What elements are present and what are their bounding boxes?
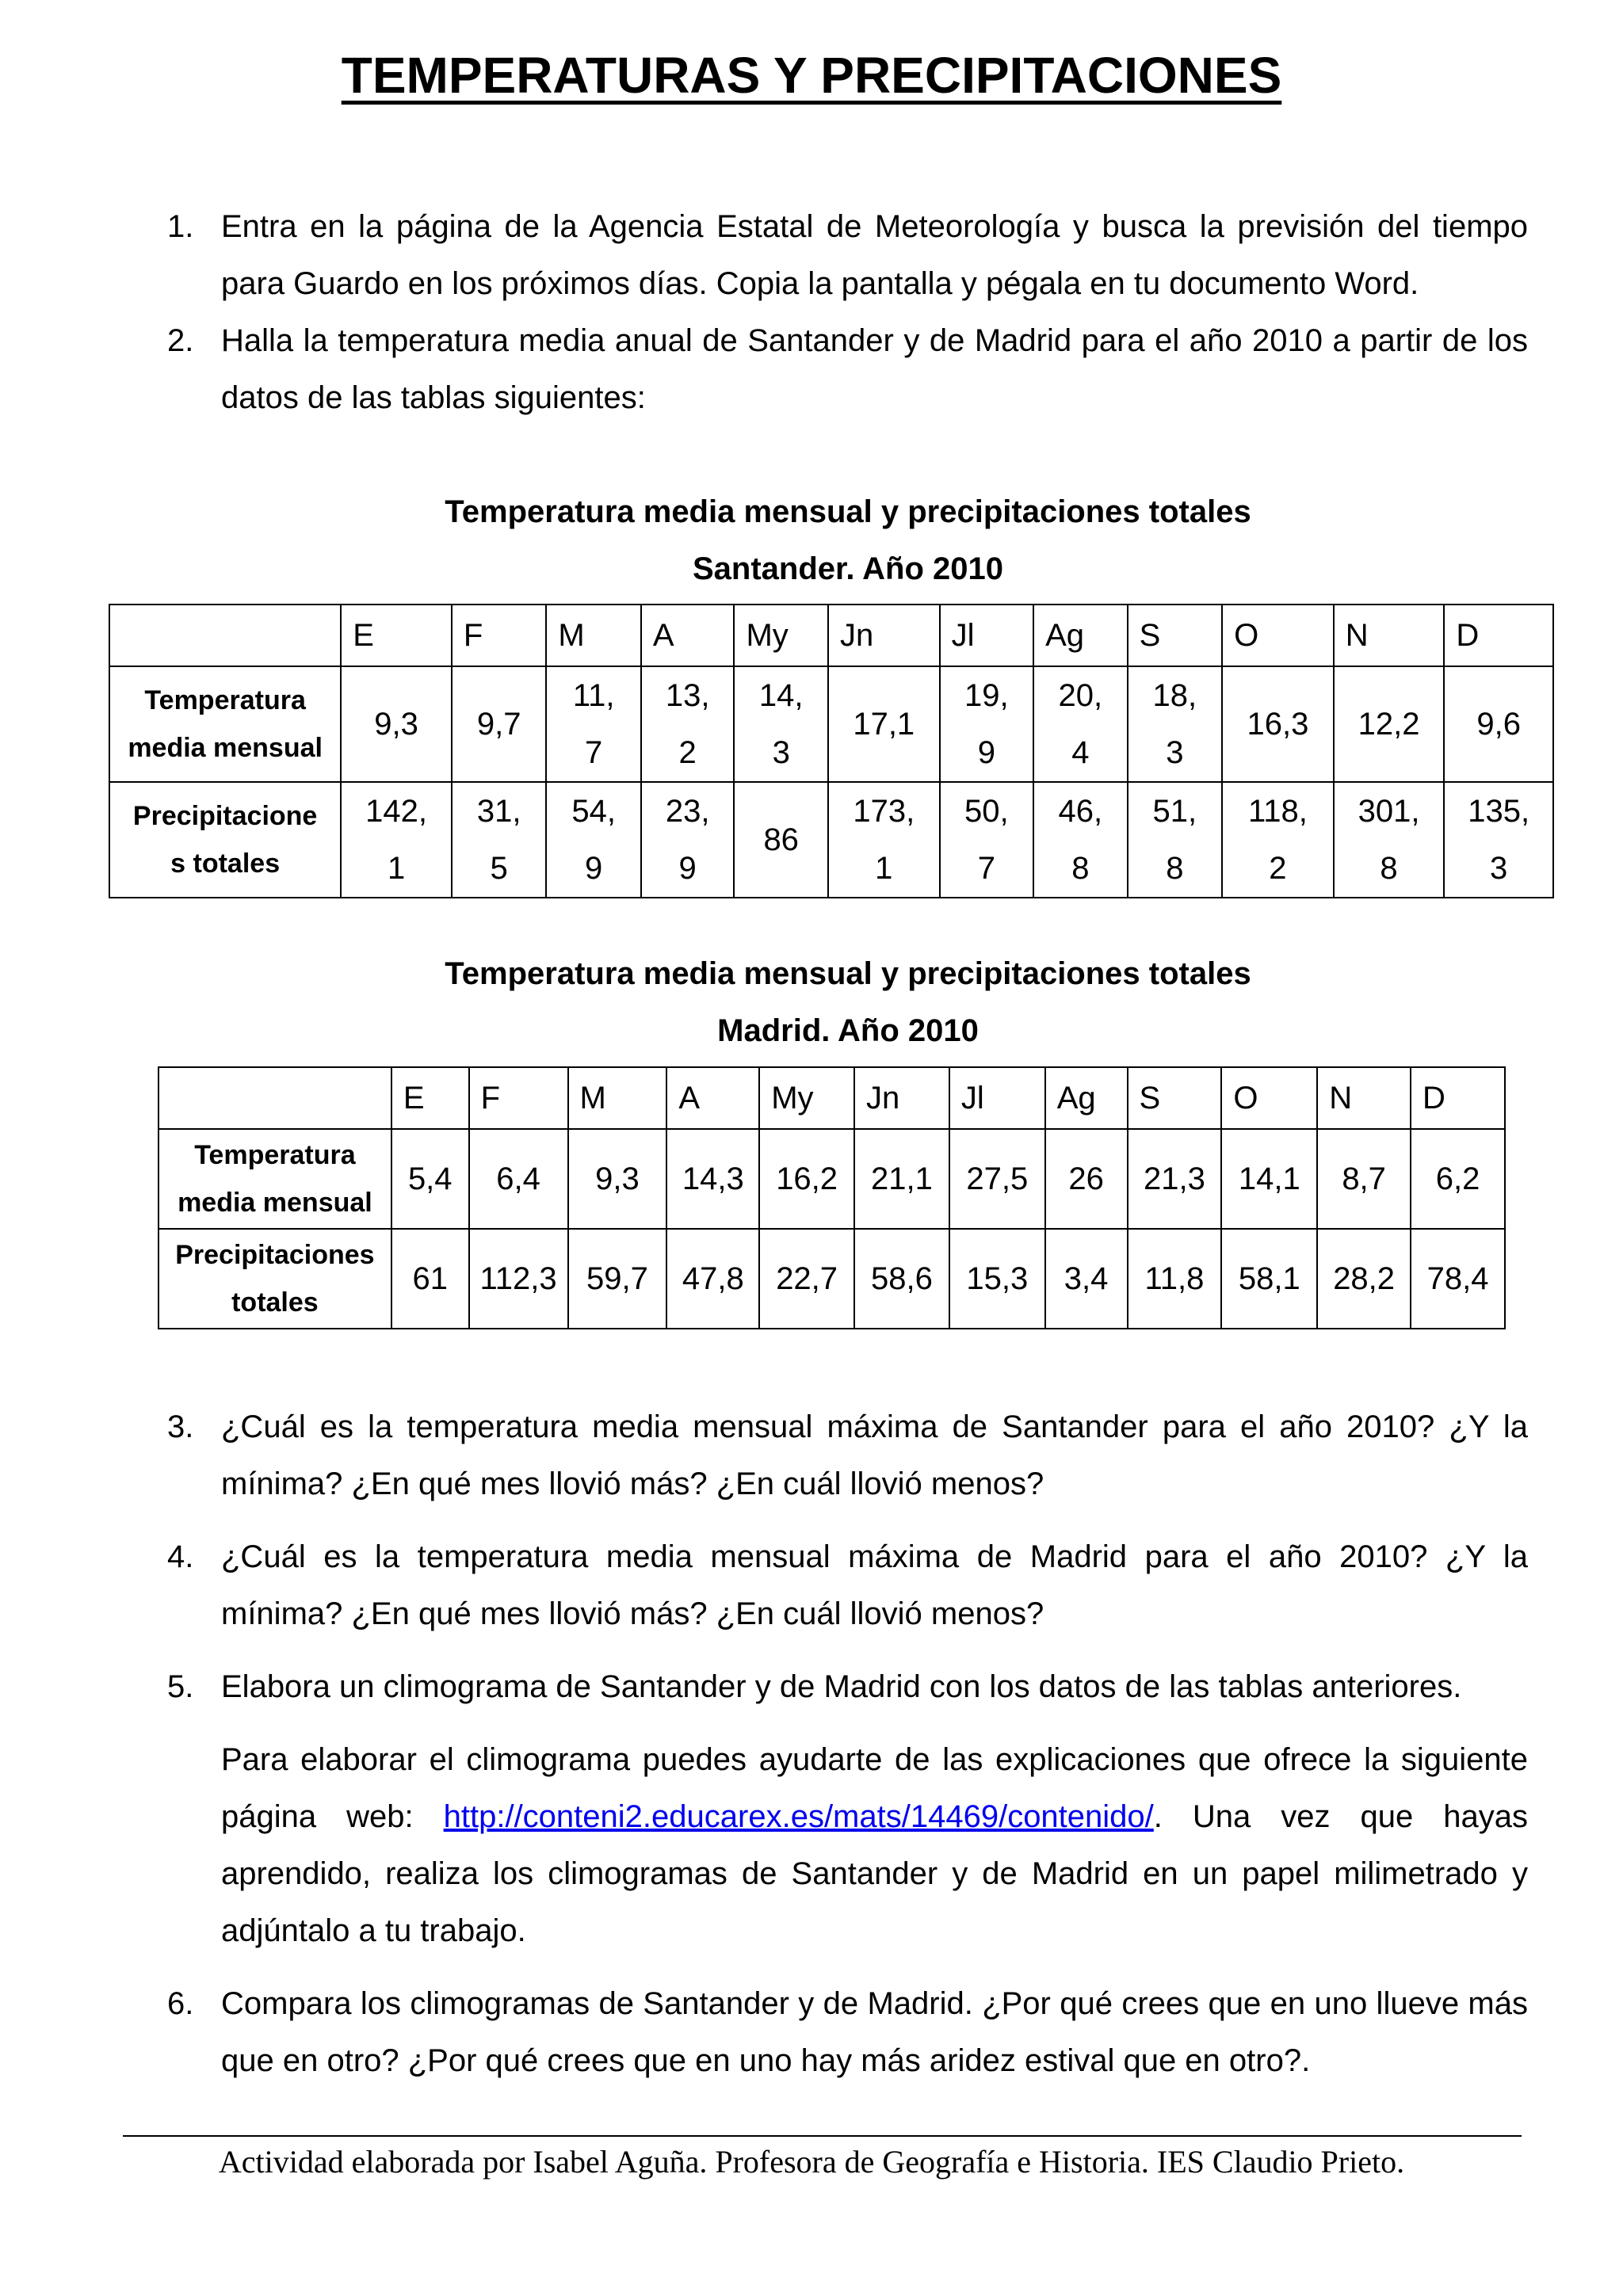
value-cell-line: 61 xyxy=(412,1261,448,1296)
madrid-table-caption: Temperatura media mensual y precipitaciones totales xyxy=(445,956,1251,991)
value-cell xyxy=(1317,1129,1411,1229)
row-header xyxy=(158,1229,391,1329)
question-list-top xyxy=(167,198,1528,426)
question-text: ¿Cuál es la temperatura media mensual máxima de Madrid para el año 2010? ¿Y la mínima? ¿En qué mes llovió más? ¿En cuál llovió menos? xyxy=(221,1539,1528,1631)
value-cell xyxy=(1334,782,1445,898)
value-cell xyxy=(940,666,1034,782)
month-header: My xyxy=(734,605,828,666)
row-header xyxy=(158,1129,391,1229)
value-cell xyxy=(1411,1129,1505,1229)
value-cell xyxy=(1334,666,1445,782)
value-cell-line: 142, xyxy=(365,794,428,829)
value-cell-line: 8 xyxy=(1166,851,1184,886)
value-cell-line: 21,3 xyxy=(1144,1161,1205,1196)
value-cell-line: 301, xyxy=(1358,794,1420,829)
row-header-line: media mensual xyxy=(128,733,323,763)
value-cell-line: 4 xyxy=(1071,735,1090,770)
value-cell-line: 54, xyxy=(571,794,616,829)
value-cell-line: 118, xyxy=(1247,794,1308,829)
value-cell-line: 59,7 xyxy=(586,1261,648,1296)
value-cell-line: 5,4 xyxy=(407,1161,453,1196)
value-cell xyxy=(1222,666,1334,782)
row-header-line: Precipitaciones xyxy=(175,1240,375,1270)
value-cell xyxy=(641,782,735,898)
value-cell xyxy=(1045,1129,1128,1229)
month-header: N xyxy=(1334,605,1445,666)
value-cell-line: 14,1 xyxy=(1238,1161,1300,1196)
value-cell-line: 9,3 xyxy=(374,707,418,742)
santander-table-subcaption: Santander. Año 2010 xyxy=(693,551,1003,586)
month-header: My xyxy=(759,1067,854,1129)
row-header-line: Temperatura xyxy=(144,685,306,715)
question-5-paragraph-end: . Una vez que hayas aprendido, realiza los climogramas de Santander y de Madrid en un papel milimetrado y adjúntalo a tu trabajo. xyxy=(221,1799,1529,1948)
question-6 xyxy=(167,1975,1528,2089)
value-cell-line: 173, xyxy=(853,794,915,829)
month-header: F xyxy=(469,1067,568,1129)
question-list-bottom xyxy=(167,1398,1528,2089)
value-cell-line: 135, xyxy=(1468,794,1530,829)
question-1 xyxy=(167,198,1528,312)
row-header-line: totales xyxy=(231,1287,319,1318)
value-cell-line: 112,3 xyxy=(479,1261,557,1296)
value-cell xyxy=(1128,666,1223,782)
month-header-row xyxy=(109,605,1553,666)
month-header: Jl xyxy=(949,1067,1045,1129)
month-header: O xyxy=(1221,1067,1317,1129)
row-header xyxy=(109,666,341,782)
value-cell-line: 47,8 xyxy=(682,1261,744,1296)
value-cell-line: 58,1 xyxy=(1238,1261,1300,1296)
value-cell-line: 9,3 xyxy=(595,1161,640,1196)
value-cell xyxy=(854,1129,949,1229)
value-cell-line: 14, xyxy=(758,678,804,713)
value-cell-line: 1 xyxy=(875,851,893,886)
value-cell-line: 7 xyxy=(585,735,603,770)
value-cell-line: 9 xyxy=(977,735,995,770)
value-cell xyxy=(452,782,547,898)
santander-table-caption: Temperatura media mensual y precipitaciones totales xyxy=(445,494,1251,529)
value-cell-line: 2 xyxy=(1269,851,1287,886)
value-cell xyxy=(1128,782,1223,898)
value-cell-line: 28,2 xyxy=(1333,1261,1396,1296)
value-cell-line: 21,1 xyxy=(871,1161,933,1196)
value-cell xyxy=(391,1229,469,1329)
precipitation-row xyxy=(109,782,1553,898)
value-cell-line: 3 xyxy=(1490,851,1508,886)
value-cell xyxy=(828,782,940,898)
value-cell-line: 26 xyxy=(1068,1161,1104,1196)
month-header: S xyxy=(1128,1067,1222,1129)
month-header: A xyxy=(666,1067,759,1129)
value-cell-line: 51, xyxy=(1152,794,1197,829)
value-cell-line: 22,7 xyxy=(776,1261,838,1296)
row-header-line: Precipitacione xyxy=(132,801,318,831)
value-cell-line: 3 xyxy=(1166,735,1184,770)
climograma-link[interactable]: http://conteni2.educarex.es/mats/14469/contenido/ xyxy=(443,1799,1154,1834)
question-text: Entra en la página de la Agencia Estatal de Meteorología y busca la previsión del tiempo para Guardo en los próximos días. Copia la pantalla y pégala en tu documento Word. xyxy=(221,209,1528,301)
value-cell-line: 3,4 xyxy=(1064,1261,1109,1296)
month-header: Ag xyxy=(1033,605,1128,666)
month-header: D xyxy=(1444,605,1553,666)
month-header-row xyxy=(158,1067,1505,1129)
month-header: Jl xyxy=(940,605,1034,666)
value-cell xyxy=(759,1129,854,1229)
value-cell-line: 6,4 xyxy=(496,1161,540,1196)
value-cell-line: 3 xyxy=(772,735,790,770)
precipitation-row xyxy=(158,1229,1505,1329)
corner-cell xyxy=(158,1067,391,1129)
value-cell-line: 23, xyxy=(665,794,710,829)
value-cell-line: 9 xyxy=(678,851,697,886)
madrid-table-subcaption: Madrid. Año 2010 xyxy=(717,1013,979,1048)
page-title: TEMPERATURAS Y PRECIPITACIONES xyxy=(341,47,1282,104)
value-cell xyxy=(828,666,940,782)
month-header: N xyxy=(1317,1067,1411,1129)
value-cell-line: 12,2 xyxy=(1358,707,1420,742)
row-header xyxy=(109,782,341,898)
question-text: Elabora un climograma de Santander y de Madrid con los datos de las tablas anteriores. xyxy=(221,1669,1462,1704)
value-cell xyxy=(469,1129,568,1229)
value-cell xyxy=(1128,1129,1222,1229)
value-cell-line: 2 xyxy=(678,735,697,770)
month-header: S xyxy=(1128,605,1223,666)
row-header-line: s totales xyxy=(170,849,281,879)
month-header: M xyxy=(568,1067,667,1129)
value-cell xyxy=(1045,1229,1128,1329)
question-number: 4. xyxy=(167,1539,194,1574)
corner-cell xyxy=(109,605,341,666)
month-header: D xyxy=(1411,1067,1505,1129)
value-cell xyxy=(1221,1129,1317,1229)
value-cell-line: 27,5 xyxy=(966,1161,1029,1196)
value-cell xyxy=(568,1129,667,1229)
value-cell-line: 17,1 xyxy=(853,707,915,742)
value-cell-line: 8 xyxy=(1071,851,1090,886)
value-cell-line: 5 xyxy=(490,851,508,886)
santander-climate-table xyxy=(109,604,1554,898)
value-cell xyxy=(734,666,828,782)
value-cell xyxy=(452,666,547,782)
value-cell xyxy=(666,1229,759,1329)
value-cell-line: 18, xyxy=(1152,678,1197,713)
value-cell-line: 20, xyxy=(1058,678,1103,713)
question-number: 2. xyxy=(167,323,194,358)
question-2 xyxy=(167,312,1528,426)
value-cell-line: 31, xyxy=(476,794,521,829)
month-header: O xyxy=(1222,605,1334,666)
value-cell xyxy=(949,1129,1045,1229)
question-text: Compara los climogramas de Santander y de Madrid. ¿Por qué crees que en uno llueve más que en otro? ¿Por qué crees que en uno hay más aridez estival que en otro?. xyxy=(221,1986,1528,2078)
value-cell-line: 58,6 xyxy=(871,1261,933,1296)
madrid-climate-table xyxy=(158,1066,1506,1329)
row-header-line: Temperatura xyxy=(194,1140,356,1170)
value-cell-line: 15,3 xyxy=(966,1261,1029,1296)
value-cell-line: 16,2 xyxy=(776,1161,838,1196)
value-cell xyxy=(1033,782,1128,898)
value-cell xyxy=(940,782,1034,898)
question-text: ¿Cuál es la temperatura media mensual máxima de Santander para el año 2010? ¿Y la mínima? ¿En qué mes llovió más? ¿En cuál llovió menos? xyxy=(221,1409,1528,1501)
value-cell xyxy=(546,666,641,782)
value-cell-line: 9 xyxy=(585,851,603,886)
question-4 xyxy=(167,1528,1528,1642)
question-3 xyxy=(167,1398,1528,1512)
month-header: A xyxy=(641,605,735,666)
month-header: Jn xyxy=(828,605,940,666)
value-cell-line: 9,7 xyxy=(476,707,521,742)
value-cell xyxy=(1317,1229,1411,1329)
value-cell xyxy=(1222,782,1334,898)
temperature-row xyxy=(109,666,1553,782)
value-cell-line: 13, xyxy=(665,678,710,713)
question-5 xyxy=(167,1658,1528,1715)
month-header: E xyxy=(341,605,452,666)
value-cell-line: 50, xyxy=(964,794,1009,829)
question-5-paragraph xyxy=(221,1731,1528,1959)
value-cell xyxy=(666,1129,759,1229)
month-header: F xyxy=(452,605,547,666)
value-cell xyxy=(1033,666,1128,782)
value-cell-line: 8,7 xyxy=(1342,1161,1386,1196)
question-number: 5. xyxy=(167,1669,194,1704)
value-cell xyxy=(341,666,452,782)
value-cell-line: 11,8 xyxy=(1144,1261,1205,1296)
value-cell-line: 9,6 xyxy=(1476,707,1521,742)
month-header: E xyxy=(391,1067,469,1129)
value-cell-line: 19, xyxy=(964,678,1009,713)
value-cell xyxy=(1221,1229,1317,1329)
value-cell xyxy=(854,1229,949,1329)
value-cell-line: 1 xyxy=(387,851,406,886)
value-cell-line: 16,3 xyxy=(1247,707,1309,742)
value-cell xyxy=(949,1229,1045,1329)
value-cell xyxy=(759,1229,854,1329)
month-header: M xyxy=(546,605,641,666)
value-cell-line: 86 xyxy=(763,822,799,857)
value-cell-line: 14,3 xyxy=(682,1161,744,1196)
value-cell xyxy=(1411,1229,1505,1329)
question-text: Halla la temperatura media anual de Santander y de Madrid para el año 2010 a partir de los datos de las tablas siguientes: xyxy=(221,323,1528,415)
value-cell-line: 8 xyxy=(1380,851,1398,886)
value-cell xyxy=(1444,666,1553,782)
value-cell-line: 46, xyxy=(1058,794,1103,829)
value-cell-line: 11, xyxy=(572,678,615,713)
question-number: 3. xyxy=(167,1409,194,1444)
value-cell-line: 78,4 xyxy=(1426,1261,1489,1296)
month-header: Jn xyxy=(854,1067,949,1129)
value-cell xyxy=(641,666,735,782)
value-cell xyxy=(734,782,828,898)
value-cell-line: 7 xyxy=(977,851,995,886)
temperature-row xyxy=(158,1129,1505,1229)
question-number: 6. xyxy=(167,1986,194,2021)
row-header-line: media mensual xyxy=(178,1188,372,1218)
value-cell-line: 6,2 xyxy=(1435,1161,1480,1196)
value-cell xyxy=(469,1229,568,1329)
value-cell xyxy=(568,1229,667,1329)
value-cell xyxy=(546,782,641,898)
question-number: 1. xyxy=(167,209,194,244)
value-cell xyxy=(391,1129,469,1229)
month-header: Ag xyxy=(1045,1067,1128,1129)
value-cell xyxy=(1444,782,1553,898)
value-cell xyxy=(1128,1229,1222,1329)
value-cell xyxy=(341,782,452,898)
question-5-paragraph-start: Para elaborar el climograma puedes ayudarte de las explicaciones que ofrece la siguiente página web: xyxy=(221,1742,1528,1834)
footer-credit: Actividad elaborada por Isabel Aguña. Profesora de Geografía e Historia. IES Claudio Prieto. xyxy=(218,2144,1405,2180)
